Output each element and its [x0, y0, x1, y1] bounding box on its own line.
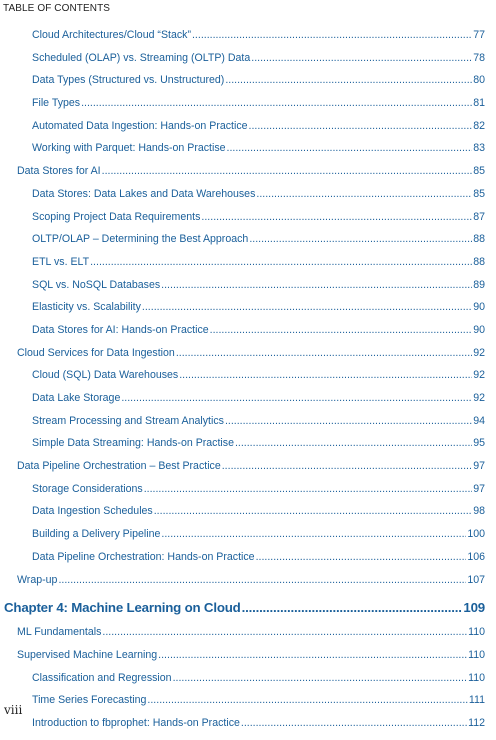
toc-entry-title: SQL vs. NoSQL Databases: [32, 278, 161, 291]
toc-entry-page: 80: [473, 74, 485, 87]
toc-entry-title: ETL vs. ELT: [32, 255, 90, 268]
toc-entry[interactable]: [0, 649, 496, 672]
toc-entry-title: Data Lake Storage: [32, 392, 121, 404]
toc-entry[interactable]: [0, 347, 496, 370]
toc-entry-page: 92: [473, 392, 485, 404]
toc-entry-title: Scheduled (OLAP) vs. Streaming (OLTP) Data: [32, 51, 251, 64]
toc-entry-title: Wrap-up: [17, 573, 58, 586]
dot-leader: [225, 415, 472, 427]
toc-entry[interactable]: [0, 279, 496, 302]
toc-entry-page: 89: [473, 278, 485, 291]
dot-leader: [144, 483, 472, 495]
toc-entry-page: 92: [473, 346, 485, 359]
toc-entry[interactable]: [0, 324, 496, 347]
toc-entry[interactable]: [0, 256, 496, 279]
toc-entry[interactable]: [0, 460, 496, 483]
toc-entry-title: Data Types (Structured vs. Unstructured): [32, 74, 225, 87]
toc-entry-title: Storage Considerations: [32, 482, 143, 495]
dot-leader: [158, 649, 467, 661]
toc-entry-page: 90: [473, 301, 485, 314]
toc-entry-page: 95: [473, 437, 485, 450]
toc-entry-title: ML Fundamentals: [17, 626, 102, 639]
dot-leader: [121, 392, 472, 404]
toc-entry-title: Data Stores for AI: [17, 165, 101, 178]
dot-leader: [241, 717, 467, 729]
toc-entry-page: 77: [473, 29, 485, 41]
dot-leader: [222, 460, 472, 472]
toc-entry[interactable]: [0, 626, 496, 649]
toc-entry[interactable]: [0, 369, 496, 392]
toc-entry-title: Cloud Architectures/Cloud “Stack”: [32, 29, 191, 41]
dot-leader: [176, 347, 472, 359]
toc-entry-title: Classification and Regression: [32, 671, 172, 684]
toc-entry[interactable]: [0, 211, 496, 234]
toc-entry[interactable]: [0, 97, 496, 120]
dot-leader: [102, 165, 473, 177]
toc-entry-title: Stream Processing and Stream Analytics: [32, 414, 224, 427]
toc-entry[interactable]: [0, 188, 496, 211]
toc-entry-title: Building a Delivery Pipeline: [32, 528, 161, 541]
toc-entry-title: Cloud (SQL) Data Warehouses: [32, 369, 179, 382]
toc-entry[interactable]: [0, 392, 496, 415]
dot-leader: [225, 74, 472, 86]
dot-leader: [58, 574, 466, 586]
toc-entry[interactable]: [0, 301, 496, 324]
toc-entry-title: Automated Data Ingestion: Hands-on Practice: [32, 119, 248, 132]
dot-leader: [256, 188, 472, 200]
toc-entry-page: 90: [473, 323, 485, 336]
table-of-contents: [0, 29, 496, 740]
toc-entry[interactable]: [0, 415, 496, 438]
toc-entry[interactable]: [0, 694, 496, 717]
toc-entry[interactable]: [0, 29, 496, 52]
dot-leader: [147, 694, 467, 706]
dot-leader: [235, 437, 472, 449]
toc-entry[interactable]: [0, 142, 496, 165]
dot-leader: [173, 672, 468, 684]
toc-entry-page: 88: [473, 233, 485, 246]
toc-entry-page: 81: [473, 97, 485, 110]
dot-leader: [227, 142, 473, 154]
dot-leader: [256, 551, 467, 563]
toc-entry-page: 98: [473, 505, 485, 518]
toc-chapter-entry[interactable]: [0, 600, 496, 626]
toc-entry-title: Elasticity vs. Scalability: [32, 301, 141, 314]
toc-entry[interactable]: [0, 672, 496, 695]
toc-entry[interactable]: [0, 233, 496, 256]
toc-entry-title: Data Stores: Data Lakes and Data Warehouses: [32, 187, 256, 200]
toc-entry-page: 82: [473, 119, 485, 132]
dot-leader: [142, 301, 472, 313]
toc-entry-page: 92: [473, 369, 485, 382]
toc-entry-page: 110: [468, 648, 485, 661]
toc-entry[interactable]: [0, 437, 496, 460]
toc-entry-title: File Types: [32, 97, 81, 110]
toc-entry-title: Working with Parquet: Hands-on Practise: [32, 142, 226, 155]
toc-entry-page: 87: [473, 210, 485, 223]
toc-entry[interactable]: [0, 120, 496, 143]
toc-entry-title: Cloud Services for Data Ingestion: [17, 346, 175, 359]
dot-leader: [81, 97, 472, 109]
toc-entry[interactable]: [0, 574, 496, 597]
toc-entry-page: 110: [468, 671, 485, 684]
dot-leader: [102, 626, 467, 638]
toc-entry-page: 111: [468, 694, 485, 707]
page-number: viii: [4, 703, 23, 717]
toc-entry[interactable]: [0, 717, 496, 740]
toc-entry-page: 106: [467, 550, 485, 563]
toc-entry[interactable]: [0, 74, 496, 97]
toc-entry-title: Scoping Project Data Requirements: [32, 210, 201, 223]
toc-entry-page: 85: [473, 165, 485, 178]
toc-entry-title: Time Series Forecasting: [32, 694, 147, 707]
toc-entry-page: 78: [473, 51, 485, 64]
dot-leader: [161, 528, 466, 540]
toc-entry-title: OLTP/OLAP – Determining the Best Approach: [32, 233, 249, 246]
toc-entry-page: 97: [473, 482, 485, 495]
toc-entry-page: 88: [473, 255, 485, 268]
toc-entry[interactable]: [0, 528, 496, 551]
toc-entry[interactable]: [0, 505, 496, 528]
dot-leader: [161, 279, 472, 291]
dot-leader: [251, 52, 472, 64]
toc-entry-title: Data Pipeline Orchestration: Hands-on Practice: [32, 550, 255, 563]
toc-entry-title: Simple Data Streaming: Hands-on Practise: [32, 437, 234, 450]
toc-entry-title: Data Pipeline Orchestration – Best Practice: [17, 460, 221, 473]
dot-leader: [249, 120, 473, 132]
dot-leader: [210, 324, 473, 336]
toc-entry[interactable]: [0, 52, 496, 75]
toc-entry-page: 83: [473, 142, 485, 155]
toc-entry-page: 112: [468, 716, 485, 729]
toc-entry-title: Data Ingestion Schedules: [32, 505, 153, 518]
dot-leader: [249, 233, 472, 245]
toc-entry-page: 109: [463, 600, 485, 616]
toc-entry-title: Introduction to fbprophet: Hands-on Practice: [32, 716, 240, 729]
dot-leader: [90, 256, 472, 268]
toc-entry[interactable]: [0, 165, 496, 188]
toc-entry-title: Chapter 4: Machine Learning on Cloud: [4, 600, 241, 616]
toc-entry-title: Data Stores for AI: Hands-on Practice: [32, 323, 209, 336]
toc-entry-title: Supervised Machine Learning: [17, 648, 158, 661]
toc-entry[interactable]: [0, 551, 496, 574]
toc-entry-page: 94: [473, 414, 485, 427]
toc-entry-page: 107: [467, 573, 485, 586]
dot-leader: [192, 29, 472, 41]
dot-leader: [242, 600, 463, 615]
running-head: TABLE OF CONTENTS: [3, 3, 111, 14]
dot-leader: [201, 211, 472, 223]
toc-entry-page: 100: [467, 528, 485, 541]
toc-entry[interactable]: [0, 483, 496, 506]
toc-entry-page: 110: [468, 626, 485, 639]
dot-leader: [179, 369, 472, 381]
toc-entry-page: 85: [473, 187, 485, 200]
toc-entry-page: 97: [473, 460, 485, 473]
dot-leader: [154, 505, 472, 517]
